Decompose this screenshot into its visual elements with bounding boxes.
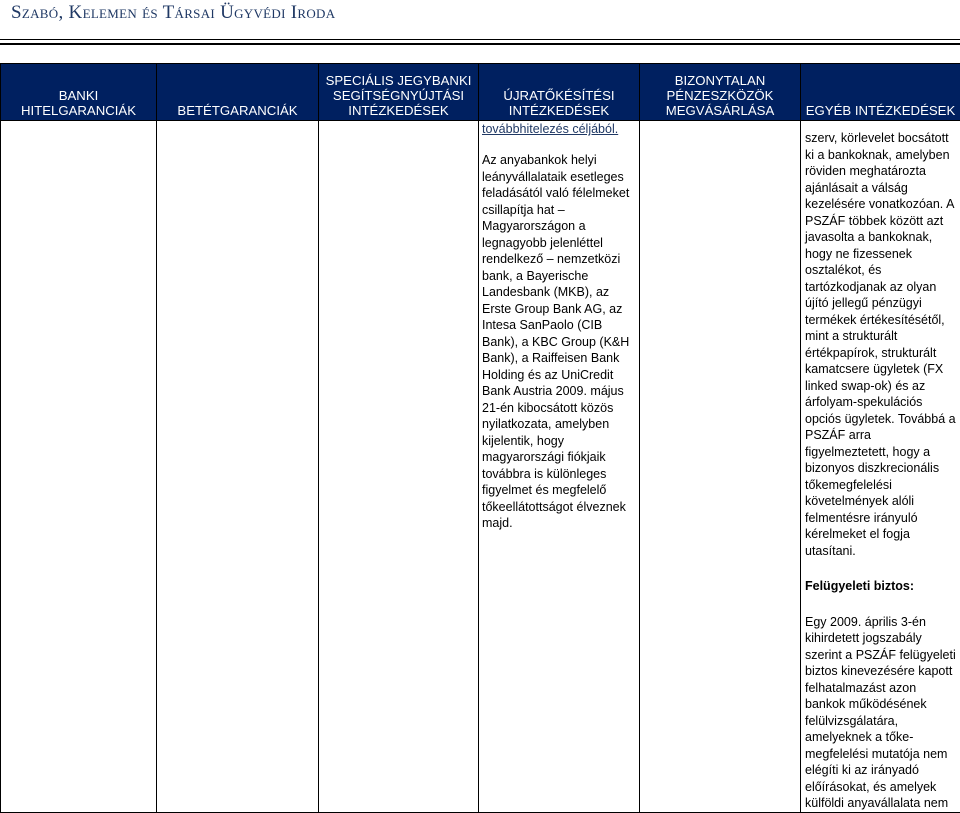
header-special-central-bank-measures: SPECIÁLIS JEGYBANKI SEGÍTSÉGNYÚJTÁSI INTÉZKEDÉSEK (319, 64, 479, 121)
cell-recapitalisation-measures (479, 121, 640, 813)
header-other-measures: EGYÉB INTÉZKEDÉSEK (801, 64, 960, 121)
supervisory-commissioner-paragraph: Egy 2009. április 3-én kihirdetett jogszabály szerint a PSZÁF felügyeleti biztos kinevezésére kapott felhatalmazást azon bankok működésének felülvizsgálatára, amelyeknek a tőke-megfelelési mutatója nem elégíti ki az irányadó előírásokat, és amelyek külföldi anyavállalata nem (805, 614, 958, 812)
table-row (1, 121, 960, 813)
header-deposit-guarantees: BETÉTGARANCIÁK (157, 64, 319, 121)
header-rule-thin (0, 39, 960, 40)
header-bank-credit-guarantees: BANKI HITELGARANCIÁK (1, 64, 157, 121)
cell-deposit-guarantees (157, 121, 319, 813)
header-impaired-assets-purchase: BIZONYTALAN PÉNZESZKÖZÖK MEGVÁSÁRLÁSA (640, 64, 801, 121)
parent-banks-paragraph: Az anyabankok helyi leányvállalataik esetleges feladásától való félelmeket csillapítja hat – Magyarországon a legnagyobb jelenléttel rendelkező – nemzetközi bank, a Bayerische Landesbank (MKB), az Erste Group Bank AG, az Intesa SanPaolo (CIB Bank), a KBC Group (K&H Bank), a Raiffeisen Bank Holding és az UniCredit Bank Austria 2009. május 21-én kibocsátott közös nyilatkozata, amelyben kijelentik, hogy magyarországi fiókjaik továbbra is különleges figyelmet és megfelelő tőkeellátottságot élveznek majd. (482, 152, 637, 532)
header-recapitalisation-measures: ÚJRATŐKÉSÍTÉSI INTÉZKEDÉSEK (479, 64, 640, 121)
cell-impaired-assets-purchase (640, 121, 801, 813)
supervisory-commissioner-heading: Felügyeleti biztos: (805, 578, 958, 595)
pszaf-circular-paragraph: szerv, körlevelet bocsátott ki a bankoknak, amelyben röviden meghatározta ajánlásait a válság kezelésére vonatkozóan. A PSZÁF többek között azt javasolta a bankoknak, hogy ne fizessenek osztalékot, és tartózkodjanak az olyan újító jellegű pénzügyi termékek értékesítésétől, mint a strukturált értékpapírok, strukturált kamatcsere ügyletek (FX linked swap-ok) és az árfolyam-spekulációs opciós ügyletek. Továbbá a PSZÁF arra figyelmeztetett, hogy a bizonyos diszkrecionális tőkemegfelelési követelmények alóli felmentésre irányuló kérelmeket el fogja utasítani. (805, 130, 958, 559)
page-title: Szabó, Kelemen és Társai Ügyvédi Iroda (11, 2, 335, 24)
cut-off-fragment: továbbhitelezés céljából. (482, 123, 637, 135)
cell-special-central-bank-measures (319, 121, 479, 813)
measures-table (0, 63, 960, 813)
table-header-row (1, 64, 960, 121)
cell-bank-credit-guarantees (1, 121, 157, 813)
cell-other-measures (801, 121, 960, 813)
header-rule-thick (0, 43, 960, 45)
